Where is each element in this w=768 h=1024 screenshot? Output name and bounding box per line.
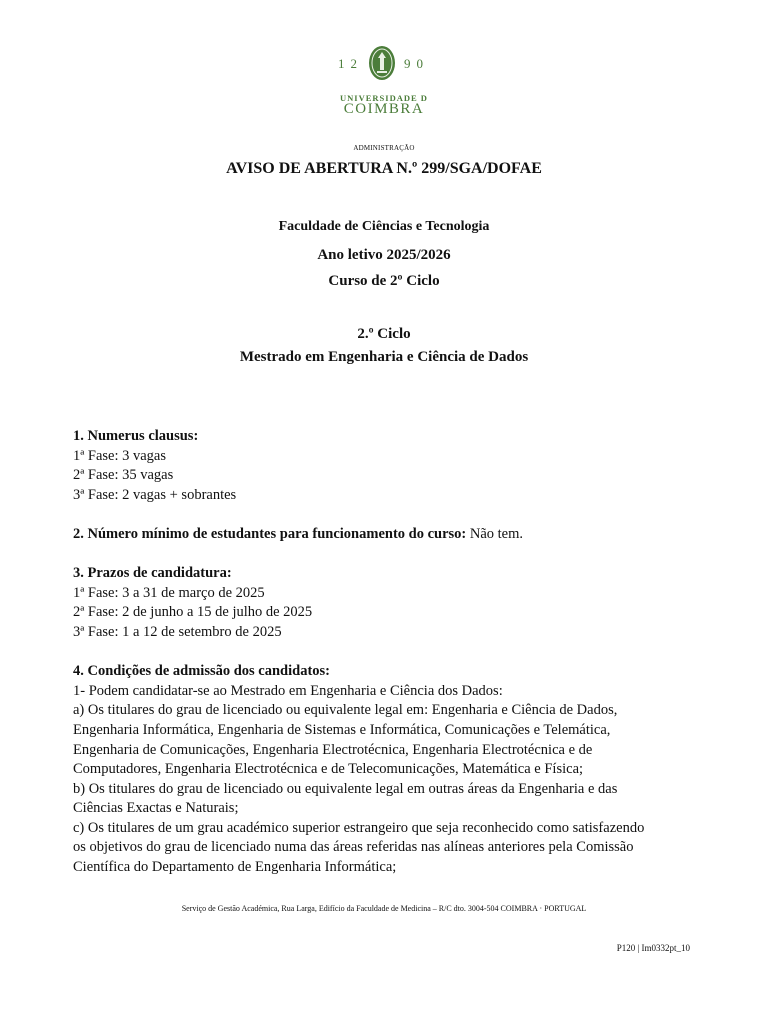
university-logo — [0, 40, 768, 120]
condicoes-line: b) Os titulares do grau de licenciado ou equivalente legal em outras áreas da Engenharia e das — [73, 780, 618, 797]
faculty-name: Faculdade de Ciências e Tecnologia — [278, 219, 490, 234]
document-code: P120 | Im0332pt_10 — [616, 943, 690, 953]
condicoes-line: Computadores, Engenharia Electrotécnica e de Telecomunicações, Matemática e Física; — [73, 761, 584, 778]
condicoes-line: Científica do Departamento de Engenharia Informática; — [73, 859, 397, 876]
notice-body — [73, 427, 693, 878]
logo-university-text: UNIVERSIDADE D — [340, 93, 428, 103]
section-heading-prazos: 3. Prazos de candidatura: — [73, 565, 232, 582]
prazos-line: 1ª Fase: 3 a 31 de março de 2025 — [73, 584, 265, 601]
condicoes-line: Engenharia Informática, Engenharia de Sistemas e Informática, Comunicações e Telemática, — [73, 721, 611, 738]
notice-title: AVISO DE ABERTURA N.º 299/SGA/DOFAE — [226, 160, 542, 177]
condicoes-line: os objetivos do grau de licenciado numa das áreas referidas nas alíneas anteriores pela Comissão — [73, 839, 634, 856]
condicoes-line: Engenharia de Comunicações, Engenharia Electrotécnica, Engenharia Electrotécnica e de — [73, 741, 593, 758]
academic-year: Ano letivo 2025/2026 — [317, 247, 451, 263]
logo-city-text: COIMBRA — [343, 101, 425, 117]
numerus-line: 3ª Fase: 2 vagas + sobrantes — [73, 486, 237, 503]
numerus-line: 1ª Fase: 3 vagas — [73, 447, 166, 464]
condicoes-line: 1- Podem candidatar-se ao Mestrado em Engenharia e Ciência dos Dados: — [73, 682, 503, 699]
prazos-line: 3ª Fase: 1 a 12 de setembro de 2025 — [73, 623, 282, 640]
condicoes-line: Ciências Exactas e Naturais; — [73, 800, 239, 817]
numerus-line: 2ª Fase: 35 vagas — [73, 467, 174, 484]
footer-address: Serviço de Gestão Académica, Rua Larga, Edifício da Faculdade de Medicina – R/C dto. 3004-504 COIMBRA · PORTUGAL — [181, 904, 587, 913]
logo-year-right: 90 — [404, 56, 429, 71]
section-heading-condicoes: 4. Condições de admissão dos candidatos: — [73, 663, 331, 680]
condicoes-line: c) Os titulares de um grau académico superior estrangeiro que seja reconhecido como satisfazendo — [73, 819, 645, 836]
cycle-label: 2.º Ciclo — [357, 326, 411, 342]
condicoes-line: a) Os titulares do grau de licenciado ou equivalente legal em: Engenharia e Ciência de Dados, — [73, 702, 618, 719]
degree-name: Mestrado em Engenharia e Ciência de Dados — [239, 349, 529, 365]
course-type: Curso de 2º Ciclo — [328, 273, 440, 289]
department-label: ADMINISTRAÇÃO — [353, 144, 415, 152]
university-seal-icon — [367, 44, 397, 82]
section-heading-minimo: 2. Número mínimo de estudantes para funcionamento do curso: — [73, 525, 467, 542]
section-minimo — [73, 525, 693, 545]
section-heading-numerus: 1. Numerus clausus: — [73, 428, 199, 444]
minimo-value: Não tem. — [466, 525, 524, 542]
logo-year-left: 12 — [338, 56, 363, 71]
prazos-line: 2ª Fase: 2 de junho a 15 de julho de 2025 — [73, 604, 313, 621]
